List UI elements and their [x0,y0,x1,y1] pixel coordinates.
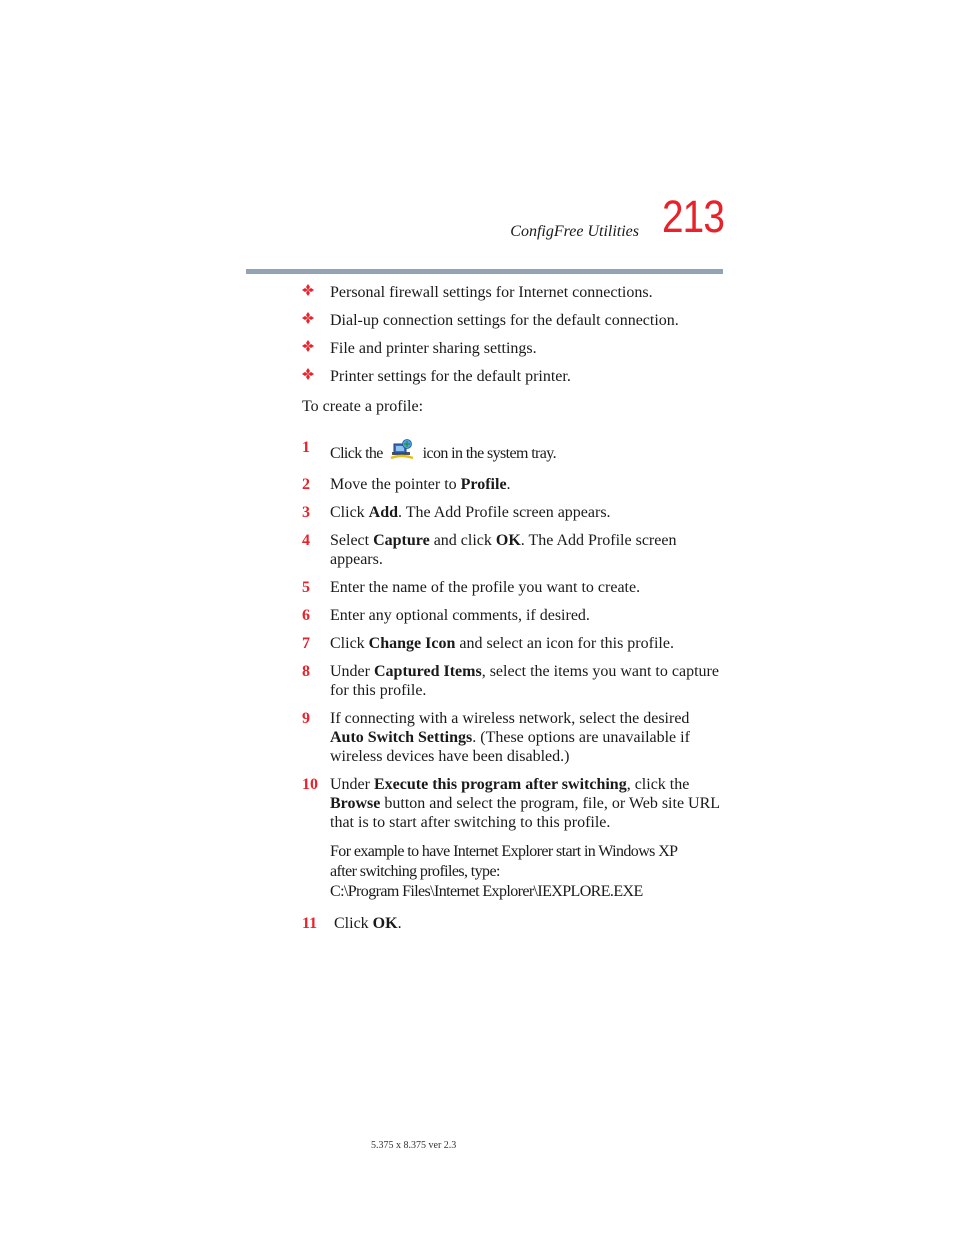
step-text: Select [330,532,374,549]
step-text: . The Add Profile screen appears. [398,504,611,521]
step-item [302,503,722,522]
step-item [302,438,722,463]
page-content [302,283,722,942]
ui-term: Auto Switch Settings [330,729,473,746]
step-number: 4 [302,532,310,549]
print-spec-footer: 5.375 x 8.375 ver 2.3 [371,1140,457,1151]
step-text: Enter the name of the profile you want to create. [330,579,641,596]
step-text: Under [330,663,374,680]
ui-term: Captured Items [373,663,482,680]
step-number: 2 [302,476,310,493]
bullet-text: Dial-up connection settings for the default connection. [330,312,679,329]
step-number: 5 [302,579,310,596]
header-rule [246,269,723,274]
ui-term: Browse [330,795,381,812]
step-item [302,531,722,569]
step-text: Click [334,915,373,932]
ui-term: Execute this program after switching [373,776,627,793]
example-note [330,842,722,902]
step-text: Enter any optional comments, if desired. [330,607,590,624]
bullet-text: Personal firewall settings for Internet connections. [330,284,653,301]
step-text: Move the pointer to [330,476,461,493]
bullet-item [302,339,722,358]
step-text: If connecting with a wireless network, select the desired [330,710,690,727]
example-note-line: after switching profiles, type: [330,863,500,880]
step-text: , click the [626,776,690,793]
step-item [302,914,722,933]
example-note-line: For example to have Internet Explorer start in Windows XP [330,843,678,860]
step-number: 10 [302,776,318,793]
bullet-text: Printer settings for the default printer. [330,368,571,385]
diamond-bullet-icon [302,368,314,380]
step-number: 7 [302,635,310,652]
step-text: Click [330,504,369,521]
ui-term: OK [495,532,521,549]
bullet-item [302,283,722,302]
bullet-item [302,367,722,386]
ui-term: Capture [373,532,430,549]
diamond-bullet-icon [302,284,314,296]
bullet-item [302,311,722,330]
step-text: button and select the program, file, or Web site URL that is to start after switching to this profile. [330,795,720,831]
step-number: 1 [302,439,310,456]
step-text: . [397,915,402,932]
step-text: icon in the system tray. [422,445,557,462]
intro-text: To create a profile: [302,398,424,415]
step-text: . The Add Profile screen appears. [330,532,677,568]
step-text: and select an icon for this profile. [455,635,674,652]
ui-term: OK [372,915,398,932]
step-text: Click [330,635,369,652]
step-number: 11 [302,915,318,932]
ui-term: Add [368,504,399,521]
diamond-bullet-icon [302,340,314,352]
ui-term: Change Icon [368,635,456,652]
step-number: 6 [302,607,310,624]
bullet-text: File and printer sharing settings. [330,340,537,357]
diamond-bullet-icon [302,312,314,324]
configfree-tray-icon [389,438,415,462]
step-text: and click [429,532,496,549]
running-header-title: ConfigFree Utilities [510,223,639,240]
step-item [302,775,722,902]
step-item [302,606,722,625]
ui-term: Profile [460,476,507,493]
step-text: Under [330,776,374,793]
step-item [302,578,722,597]
step-number: 9 [302,710,310,727]
step-text: Click the [330,445,383,462]
page-number: 213 [662,191,725,242]
example-path: C:\Program Files\Internet Explorer\IEXPLORE.EXE [330,883,643,900]
step-item [302,475,722,494]
step-number: 3 [302,504,310,521]
step-text: , select the items you want to capture for this profile. [330,663,719,699]
step-number: 8 [302,663,310,680]
step-text: . (These options are unavailable if wireless devices have been disabled.) [330,729,690,765]
step-item [302,709,722,766]
step-item [302,634,722,653]
step-item [302,662,722,700]
step-text: . [506,476,511,493]
